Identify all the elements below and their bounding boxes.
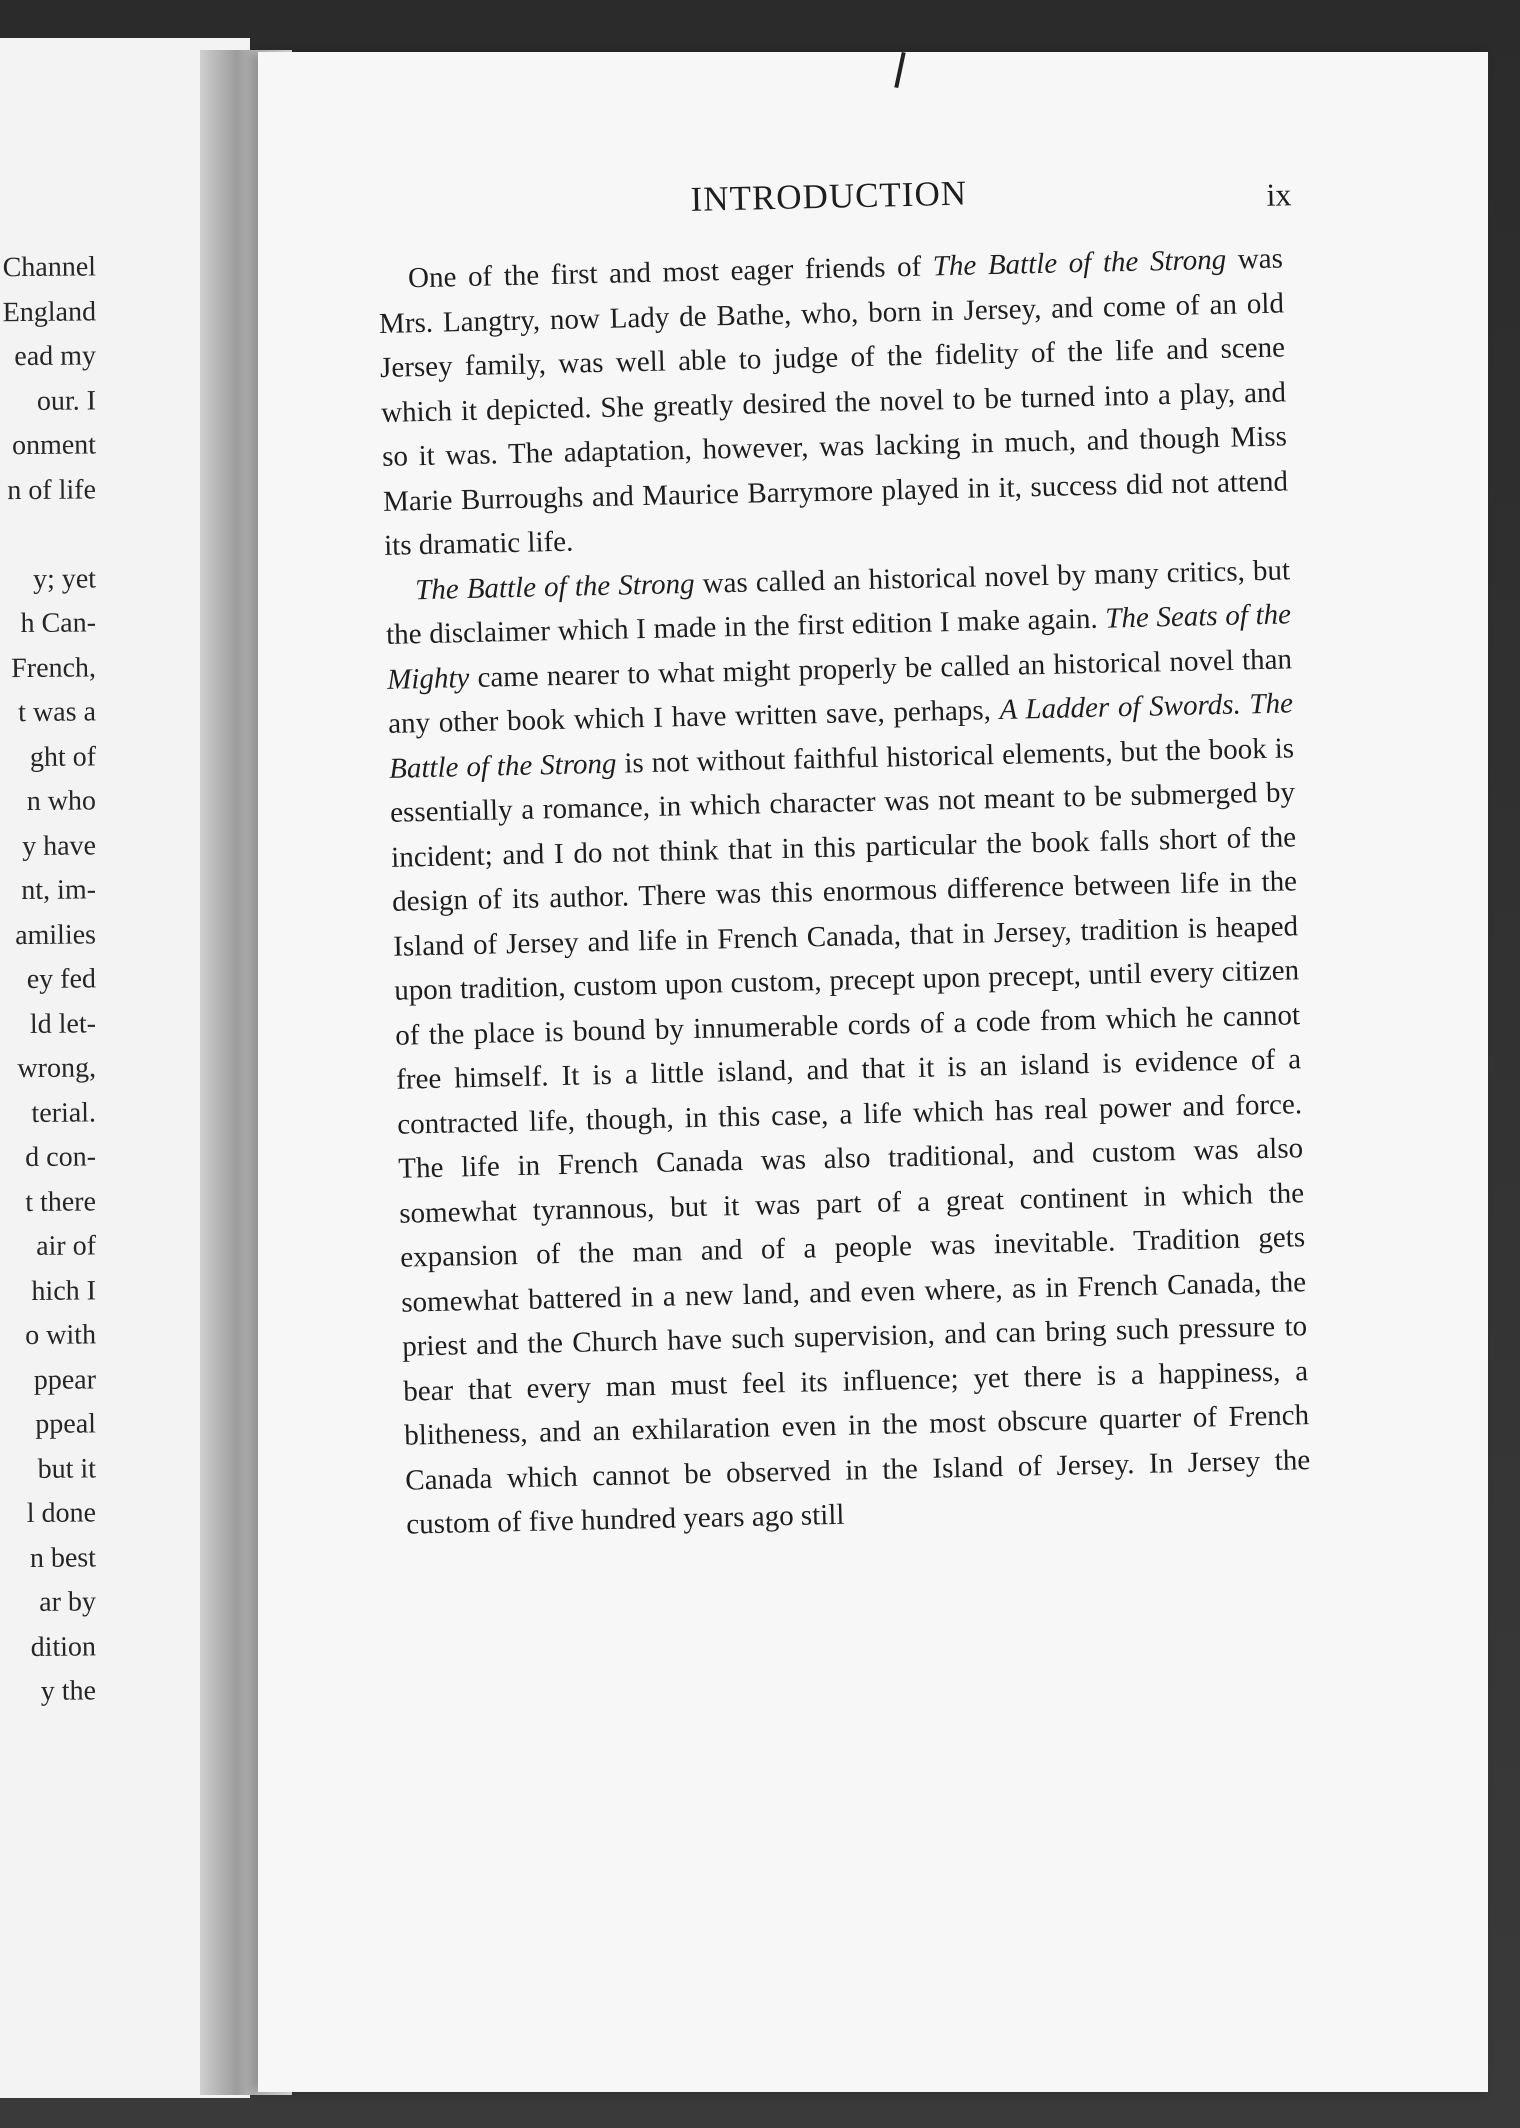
paragraph bbox=[378, 236, 1290, 568]
italic-title: A Ladder of Swords. The Battle of the Strong bbox=[388, 687, 1294, 785]
text-run: is not without faithful historical elements, but the book is essentially a romance, in which character was not meant to be submerged by incident; and I do not think that in this particular the book falls short of the design of its author. There was this enormous difference between life in the Island of Jersey and life in French Canada, that in Jersey, tradition is heaped upon tradition, custom upon custom, precept upon precept, until every citizen of the place is bound by innumerable cords of a code from which he cannot free himself. It is a little island, and that it is an island is evidence of a contracted life, though, in this case, a life which has real power and force. The life in French Canada was also traditional, and custom was also somewhat tyrannous, but it was part of a great continent in which the expansion of the man and of a people was inevitable. Tradition gets somewhat battered in a new land, and even where, as in French Canada, the priest and the Church have such supervision, and can bring such pressure to bear that every man must feel its influence; yet there is a happiness, a blitheness, and an exhilaration even in the most obscure quarter of French Canada which cannot be observed in the Island of Jersey. In Jersey the custom of five hundred years ago still bbox=[389, 731, 1311, 1541]
left-page-line: ar by bbox=[39, 1586, 97, 1618]
left-page-line: nt, im- bbox=[21, 874, 97, 907]
left-page-line: England bbox=[2, 295, 97, 328]
left-page-line: ppeal bbox=[35, 1408, 97, 1440]
left-page-line: terial. bbox=[31, 1096, 97, 1129]
left-page-line: amilies bbox=[14, 918, 97, 951]
left-page-line: hich I bbox=[31, 1274, 97, 1307]
left-page-line: ght of bbox=[29, 740, 97, 773]
left-page-line: y; yet bbox=[32, 562, 97, 595]
left-page-line: ppear bbox=[33, 1363, 97, 1396]
italic-title: The Battle of the Strong bbox=[414, 567, 695, 606]
page-number: ix bbox=[1266, 176, 1292, 213]
left-page-line: y the bbox=[40, 1675, 97, 1707]
left-page-line: t there bbox=[25, 1185, 97, 1218]
left-page-line: ey fed bbox=[26, 963, 97, 995]
left-page-line: Channel bbox=[2, 251, 97, 284]
page-content bbox=[376, 166, 1312, 1547]
left-page-line: dition bbox=[30, 1630, 97, 1663]
left-page-line: onment bbox=[11, 429, 97, 462]
left-page-line bbox=[0, 512, 96, 558]
left-page-line: n best bbox=[29, 1541, 97, 1574]
body-text bbox=[378, 236, 1312, 1547]
left-page-line: y have bbox=[21, 829, 97, 862]
left-page-line: h Can- bbox=[20, 607, 97, 640]
left-page-line: d con- bbox=[25, 1141, 97, 1174]
left-page-line: our. I bbox=[36, 384, 97, 417]
left-page-line: n of life bbox=[7, 473, 97, 506]
left-page-line: French, bbox=[11, 651, 97, 684]
text-run: came nearer to what might properly be called an historical novel than any other book which I have written save, perhaps, bbox=[387, 642, 1293, 740]
paragraph bbox=[385, 548, 1312, 1547]
left-page-line: wrong, bbox=[17, 1052, 97, 1085]
left-page-line: but it bbox=[37, 1452, 97, 1485]
left-page-line: air of bbox=[35, 1230, 97, 1262]
text-run: was called an historical novel by many critics, but the disclaimer which I made in the first edition I make again. bbox=[385, 553, 1291, 651]
page-title: INTRODUCTION bbox=[690, 173, 968, 219]
pen-mark bbox=[894, 52, 905, 88]
text-run: One of the first and most eager friends of bbox=[407, 250, 934, 295]
left-page-line: t was a bbox=[18, 696, 97, 729]
left-page-line: l done bbox=[26, 1497, 97, 1529]
left-page-text bbox=[0, 246, 96, 1715]
left-page-line: n who bbox=[26, 785, 97, 817]
italic-title: The Seats of the Mighty bbox=[386, 598, 1292, 696]
left-page-line: ld let- bbox=[29, 1007, 97, 1040]
left-page-line: o with bbox=[25, 1319, 97, 1352]
left-page-line: ead my bbox=[14, 340, 97, 373]
right-page bbox=[258, 52, 1488, 2092]
italic-title: The Battle of the Strong bbox=[932, 243, 1227, 283]
text-run: was Mrs. Langtry, now Lady de Bathe, who, born in Jersey, and come of an old Jersey family, was well able to judge of the fidelity of the life and scene which it depicted. She greatly desired the novel to be turned into a play, and so it was. The adaptation, however, was lacking in much, and though Miss Marie Burroughs and Maurice Barrymore played in it, success did not attend its dramatic life. bbox=[378, 242, 1289, 562]
